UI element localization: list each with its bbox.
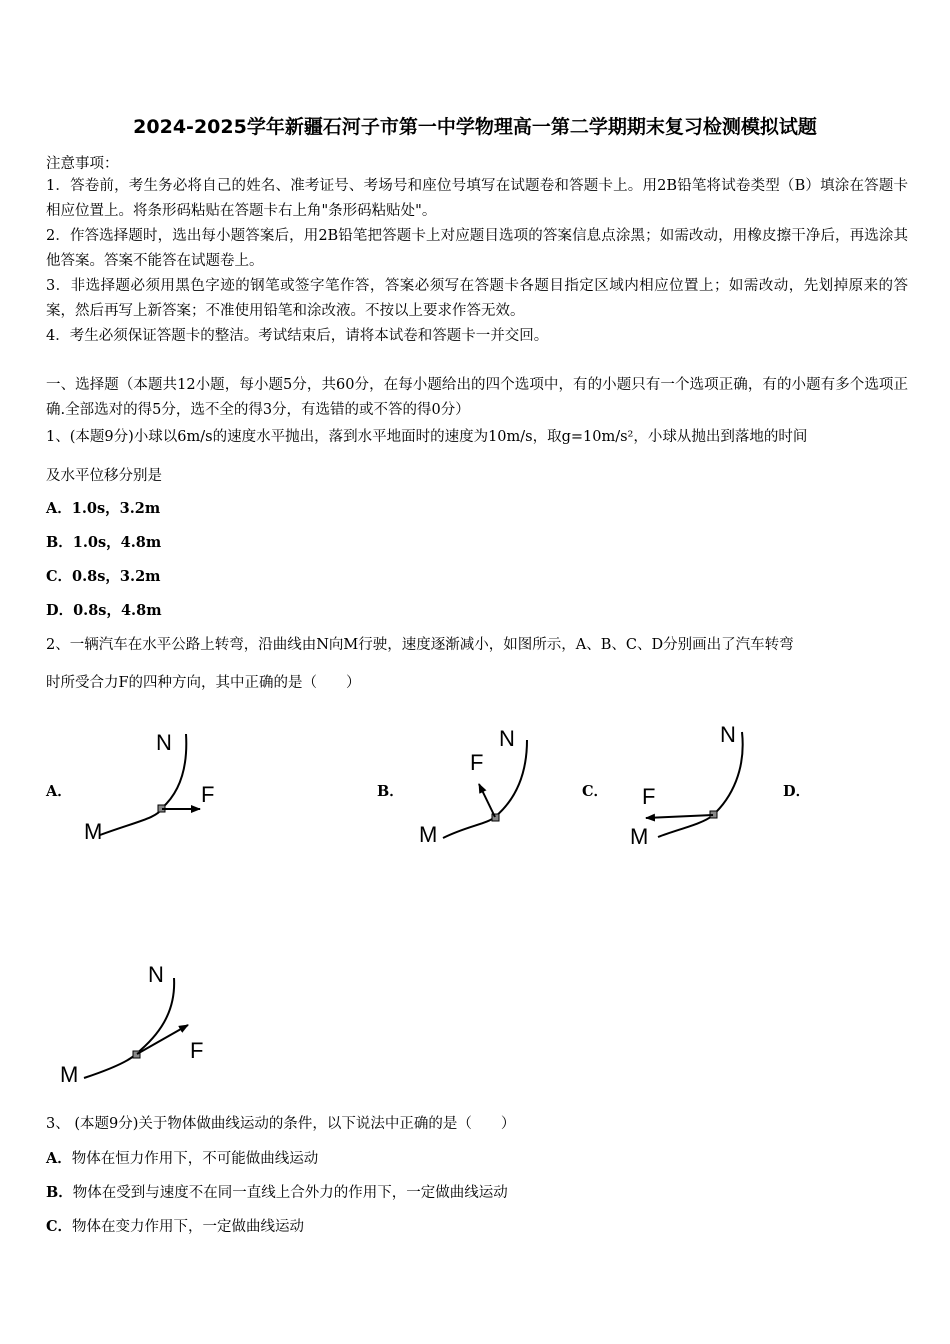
curve-path xyxy=(658,732,743,837)
option-text: 0.8s，3.2m xyxy=(72,568,161,585)
q2-option-b-label[interactable]: B． xyxy=(377,783,404,800)
option-label: B． xyxy=(46,534,73,551)
q1-option-b[interactable] xyxy=(46,531,161,552)
q2-figure-c xyxy=(624,714,759,854)
q2-option-c-label[interactable]: C． xyxy=(582,783,609,800)
label-f: F xyxy=(470,750,484,775)
curve-path xyxy=(100,734,186,835)
notice-item-2: 2．作答选择题时，选出每小题答案后，用2B铅笔把答题卡上对应题目选项的答案信息点涂黑；如需改动，用橡皮擦干净后，再选涂其他答案。答案不能答在试题卷上。 xyxy=(46,228,908,269)
label-m: M xyxy=(60,1062,79,1087)
option-text: 物体在变力作用下，一定做曲线运动 xyxy=(72,1219,305,1235)
notice-item-4: 4．考生必须保证答题卡的整洁。考试结束后，请将本试卷和答题卡一并交回。 xyxy=(46,328,549,344)
q1-option-a[interactable] xyxy=(46,497,160,518)
option-text: 1.0s，4.8m xyxy=(72,534,162,551)
label-n: N xyxy=(148,962,164,987)
option-label: B． xyxy=(46,1184,73,1201)
q1-option-c[interactable] xyxy=(46,565,161,586)
q2-option-d-label[interactable]: D． xyxy=(783,783,811,800)
option-label: A． xyxy=(46,500,72,517)
q3-option-a[interactable] xyxy=(46,1147,318,1168)
q2-option-a-label[interactable]: A． xyxy=(46,783,72,800)
curve-path xyxy=(84,978,174,1078)
option-text: 0.8s，4.8m xyxy=(73,602,162,619)
label-m: M xyxy=(630,824,649,849)
label-f: F xyxy=(201,782,215,807)
q2-figure-d xyxy=(58,958,218,1088)
q1-stem-line2: 及水平位移分别是 xyxy=(46,468,162,484)
option-label: A． xyxy=(46,1150,72,1167)
option-text: 物体在恒力作用下，不可能做曲线运动 xyxy=(71,1151,319,1167)
q1-stem-line1: 1、(本题9分)小球以6m/s的速度水平抛出，落到水平地面时的速度为10m/s，取g=10m/s²，小球从抛出到落地的时间 xyxy=(46,429,808,445)
label-f: F xyxy=(190,1038,204,1063)
q3-stem: 3、 (本题9分)关于物体做曲线运动的条件，以下说法中正确的是（ ） xyxy=(46,1116,516,1132)
curve-path xyxy=(443,740,527,838)
label-m: M xyxy=(419,822,438,847)
notice-heading: 注意事项： xyxy=(46,156,119,172)
page-title: 2024-2025学年新疆石河子市第一中学物理高一第二学期期末复习检测模拟试题 xyxy=(133,116,817,138)
option-label: C． xyxy=(46,1218,73,1235)
option-label: D． xyxy=(46,602,74,619)
q2-figure-a xyxy=(80,722,230,847)
label-m: M xyxy=(84,819,103,844)
notice-item-3: 3．非选择题必须用黑色字迹的钢笔或签字笔作答，答案必须写在答题卡各题目指定区域内相应位置上；如需改动，先划掉原来的答案，然后再写上新答案；不准使用铅笔和涂改液。不按以上要求作答无效。 xyxy=(46,278,908,319)
q1-option-d[interactable] xyxy=(46,599,162,620)
label-n: N xyxy=(499,726,515,751)
label-n: N xyxy=(156,730,172,755)
force-arrow xyxy=(646,815,713,818)
q2-stem-line2: 时所受合力F的四种方向，其中正确的是（ ） xyxy=(46,675,361,691)
q2-figure-b xyxy=(415,720,545,850)
label-n: N xyxy=(720,722,736,747)
label-f: F xyxy=(642,784,656,809)
q3-option-b[interactable] xyxy=(46,1181,508,1202)
force-arrow xyxy=(479,784,495,817)
q3-option-c[interactable] xyxy=(46,1215,304,1236)
option-label: C． xyxy=(46,568,73,585)
q2-stem-line1: 2、一辆汽车在水平公路上转弯，沿曲线由N向M行驶，速度逐渐减小，如图所示，A、B、C、D分别画出了汽车转弯 xyxy=(46,637,794,653)
option-text: 1.0s，3.2m xyxy=(71,500,161,517)
option-text: 物体在受到与速度不在同一直线上合外力的作用下，一定做曲线运动 xyxy=(72,1185,508,1201)
force-arrow xyxy=(137,1025,188,1054)
section-heading: 一、选择题（本题共12小题，每小题5分，共60分，在每小题给出的四个选项中，有的小题只有一个选项正确，有的小题有多个选项正确.全部选对的得5分，选不全的得3分，有选错的或不答的得0分） xyxy=(46,377,908,418)
notice-item-1: 1．答卷前，考生务必将自己的姓名、准考证号、考场号和座位号填写在试题卷和答题卡上。用2B铅笔将试卷类型（B）填涂在答题卡相应位置上。将条形码粘贴在答题卡右上角"条形码粘贴处"。 xyxy=(46,178,908,219)
